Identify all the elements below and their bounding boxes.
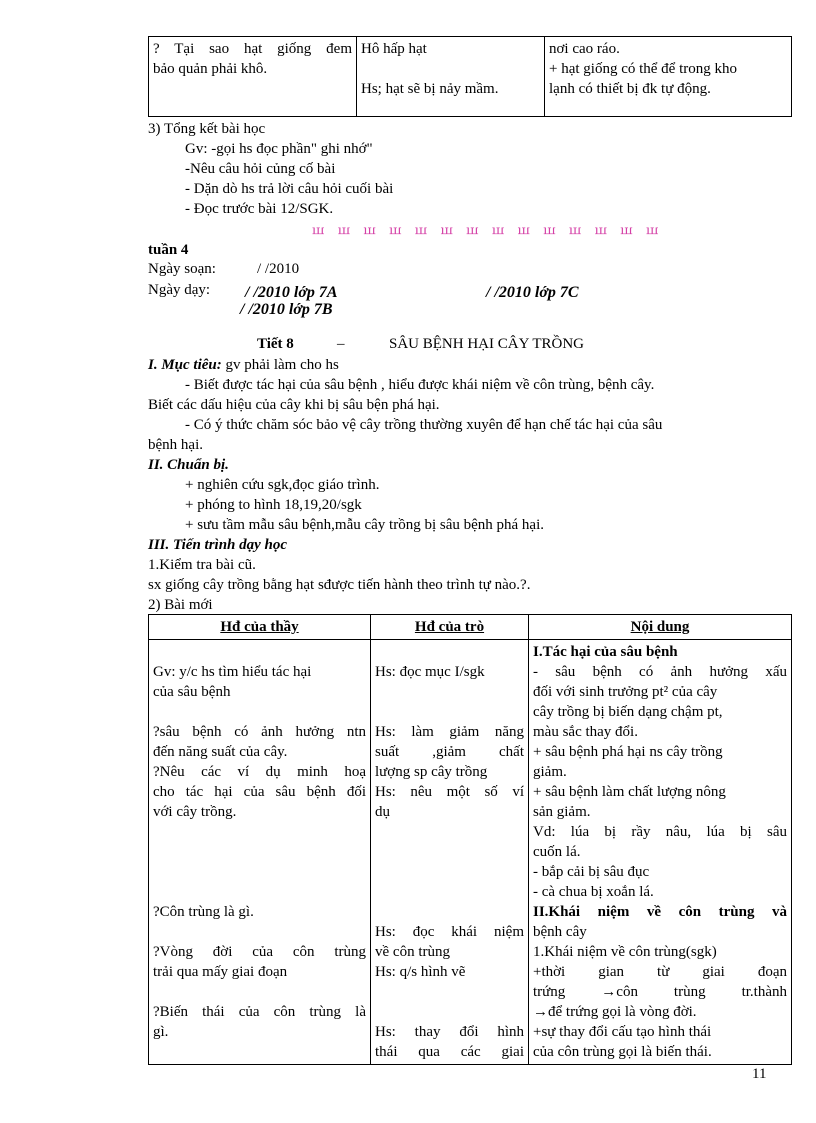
teacher-activity-cell — [149, 640, 371, 1065]
preparation-line: + nghiên cứu sgk,đọc giáo trình. — [185, 477, 380, 493]
col2-line — [375, 642, 524, 662]
prep-date-label: Ngày soạn: — [148, 261, 216, 277]
summary-line: Gv: -gọi hs đọc phần" ghi nhớ" — [185, 141, 373, 157]
col3-line: +sự thay đổi cấu tạo hình thái — [533, 1024, 712, 1040]
col3-line: I.Tác hại của sâu bệnh — [533, 644, 678, 660]
col3-line: màu sắc thay đổi. — [533, 724, 638, 740]
objective-line: Biết các dấu hiệu của cây khi bị sâu bện phá hại. — [148, 397, 440, 413]
summary-line: -Nêu câu hỏi củng cố bài — [185, 161, 336, 177]
teach-date-7c: / /2010 lớp 7C — [486, 284, 579, 301]
process-line: 2) Bài mới — [148, 597, 213, 613]
objective-line: - Biết được tác hại của sâu bệnh , hiểu được khái niệm về côn trùng, bệnh cây. — [185, 377, 655, 393]
col1-line: đến năng suất của cây. — [153, 744, 288, 760]
lesson-number: Tiết 8 — [257, 336, 294, 352]
header-content: Nội dung — [529, 615, 792, 640]
col3-line: bệnh cây — [533, 924, 587, 940]
top-cell-question: ? Tại sao hạt giống đem bảo quản phải khô. — [149, 37, 357, 117]
process-line: 1.Kiểm tra bài cũ. — [148, 557, 256, 573]
summary-title: 3) Tổng kết bài học — [148, 121, 266, 137]
col3-line: - sâu bệnh có ảnh hưởng xấu — [533, 664, 787, 680]
col2-line — [375, 822, 524, 842]
col3-line: giảm. — [533, 764, 567, 780]
col3-line: +thời gian từ giai đoạn — [533, 964, 787, 980]
col1-line — [153, 702, 366, 722]
col3-line: của côn trùng gọi là biến thái. — [533, 1044, 712, 1060]
col2-line: Hs: làm giảm năng — [375, 724, 524, 740]
col1-line: trải qua mấy giai đoạn — [153, 964, 288, 980]
col1-line — [153, 982, 366, 1002]
top-table — [148, 36, 792, 117]
col3-line: trứng →côn trùng tr.thành — [533, 984, 787, 1000]
objective-line: - Có ý thức chăm sóc bảo vệ cây trồng thường xuyên để hạn chế tác hại của sâu — [185, 417, 663, 433]
top-cell-answer: Hô hấp hạt Hs; hạt sẽ bị nảy mầm. — [357, 37, 545, 117]
col2-line: Hs: q/s hình vẽ — [375, 964, 466, 980]
header-student: Hđ của trò — [371, 615, 529, 640]
section-objectives — [148, 355, 339, 375]
col2-line: Hs: thay đổi hình — [375, 1024, 524, 1040]
col2-line: dụ — [375, 804, 390, 820]
col3-line: II.Khái niệm về côn trùng và — [533, 904, 787, 920]
col2-line — [375, 882, 524, 902]
col2-line: thái qua các giai — [375, 1044, 524, 1060]
teach-date-label: Ngày dạy: — [148, 282, 211, 298]
col1-line — [153, 882, 366, 902]
process-line: sx giống cây trồng bằng hạt sđược tiến hành theo trình tự nào.?. — [148, 577, 531, 593]
student-activity-cell — [371, 640, 529, 1065]
lesson-dash: – — [337, 336, 345, 352]
col1-line: với cây trồng. — [153, 804, 237, 820]
col2-line — [375, 702, 524, 722]
section-process-label: III. Tiến trình dạy học — [148, 537, 288, 553]
section-objectives-intro: gv phải làm cho hs — [221, 357, 339, 373]
col1-line — [153, 922, 366, 942]
summary-line: - Dặn dò hs trả lời câu hỏi cuối bài — [185, 181, 394, 197]
col2-line — [375, 862, 524, 882]
col1-line: ?sâu bệnh có ảnh hưởng ntn — [153, 724, 366, 740]
col1-line: ?Côn trùng là gì. — [153, 904, 254, 920]
col3-line: - cà chua bị xoắn lá. — [533, 884, 654, 900]
preparation-line: + sưu tầm mẫu sâu bệnh,mẫu cây trồng bị sâu bệnh phá hại. — [185, 517, 545, 533]
lesson-title: SÂU BỆNH HẠI CÂY TRỒNG — [389, 336, 585, 352]
col2-line: Hs: đọc mục I/sgk — [375, 664, 485, 680]
prep-date-value: / /2010 — [257, 261, 300, 277]
col1-line — [153, 642, 366, 662]
col1-line: gì. — [153, 1024, 169, 1040]
top-cell-content: nơi cao ráo. + hạt giống có thể để trong kho lạnh có thiết bị đk tự động. — [545, 37, 792, 117]
col2-line — [375, 902, 524, 922]
col2-line: Hs: nêu một số ví — [375, 784, 524, 800]
col1-line — [153, 862, 366, 882]
col1-line: ?Nêu các ví dụ minh hoạ — [153, 764, 366, 780]
col3-line: sản giảm. — [533, 804, 591, 820]
col1-line: ?Biến thái của côn trùng là — [153, 1004, 366, 1020]
col3-line: 1.Khái niệm về côn trùng(sgk) — [533, 944, 717, 960]
preparation-line: + phóng to hình 18,19,20/sgk — [185, 497, 362, 513]
col3-line: cây trồng bị biến dạng chậm pt, — [533, 704, 723, 720]
page-number: 11 — [752, 1066, 767, 1082]
col2-line: Hs: đọc khái niệm — [375, 924, 524, 940]
section-preparation-label: II. Chuẩn bị. — [148, 457, 229, 473]
col2-line — [375, 842, 524, 862]
col1-line: ?Vòng đời của côn trùng — [153, 944, 366, 960]
summary-line: - Đọc trước bài 12/SGK. — [185, 201, 334, 217]
col2-line — [375, 1002, 524, 1022]
col3-line: cuốn lá. — [533, 844, 581, 860]
col1-line — [153, 822, 366, 842]
objective-line: bệnh hại. — [148, 437, 203, 453]
col3-line: →để trứng gọi là vòng đời. — [533, 1004, 697, 1020]
col3-line: Vd: lúa bị rầy nâu, lúa bị sâu — [533, 824, 787, 840]
content-cell — [529, 640, 792, 1065]
col1-line — [153, 842, 366, 862]
decorative-divider: ꟺ ꟺ ꟺ ꟺ ꟺ ꟺ ꟺ ꟺ ꟺ ꟺ ꟺ ꟺ ꟺ ꟺ — [312, 222, 664, 237]
lesson-table — [148, 614, 792, 1065]
teach-date-7a: / /2010 lớp 7A — [245, 284, 338, 301]
col3-line: đối với sinh trưởng pt² của cây — [533, 684, 718, 700]
col3-line: + sâu bệnh làm chất lượng nông — [533, 784, 726, 800]
col2-line: suất ,giảm chất — [375, 744, 524, 760]
col1-line: của sâu bệnh — [153, 684, 231, 700]
col2-line: lượng sp cây trồng — [375, 764, 488, 780]
section-objectives-label: I. Mục tiêu: — [148, 357, 222, 373]
col2-line — [375, 982, 524, 1002]
col3-line: - bắp cải bị sâu đục — [533, 864, 650, 880]
col1-line: Gv: y/c hs tìm hiểu tác hại — [153, 664, 312, 680]
teach-date-7b: / /2010 lớp 7B — [240, 301, 333, 318]
col2-line: về côn trùng — [375, 944, 450, 960]
col2-line — [375, 682, 524, 702]
week-label: tuần 4 — [148, 242, 189, 258]
col1-line: cho tác hại của sâu bệnh đối — [153, 784, 366, 800]
col3-line: + sâu bệnh phá hại ns cây trồng — [533, 744, 723, 760]
header-teacher: Hđ của thầy — [149, 615, 371, 640]
